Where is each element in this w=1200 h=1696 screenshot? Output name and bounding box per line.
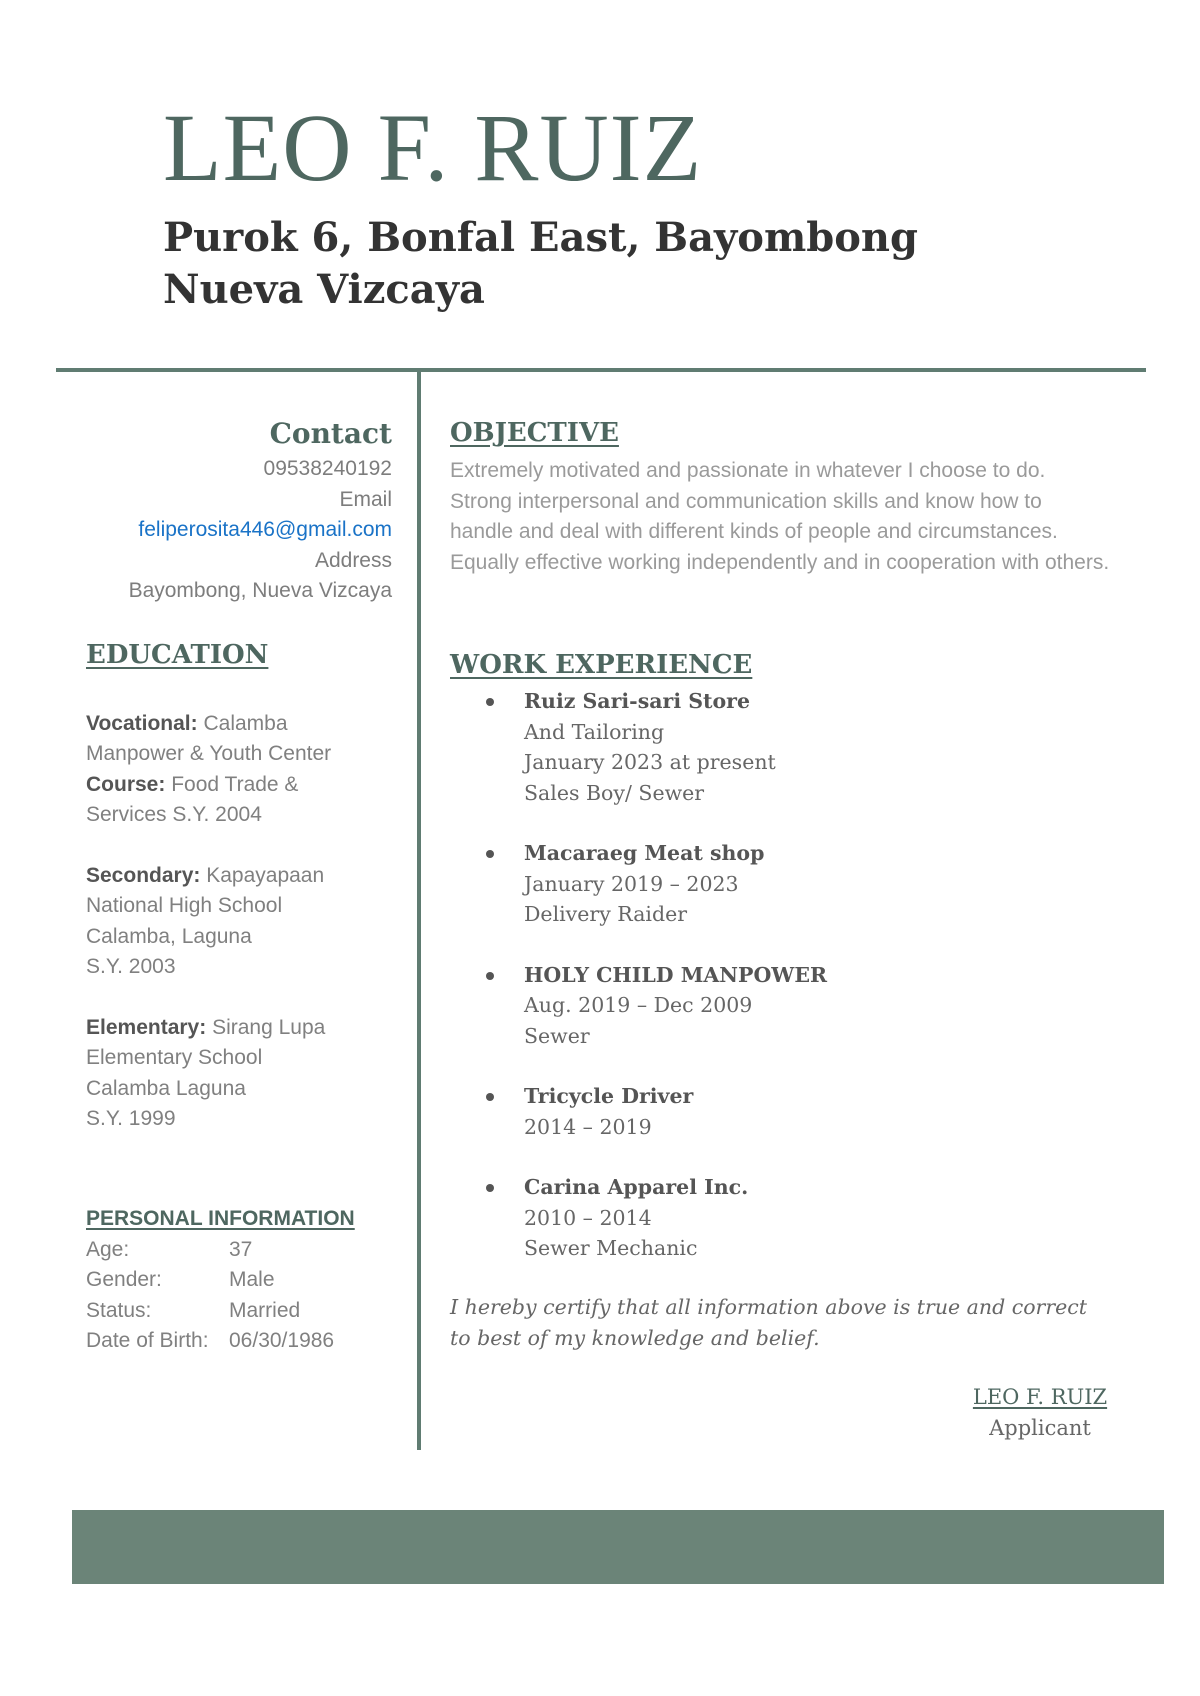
job-dates: January 2023 at present [524, 750, 776, 774]
contact-heading: Contact [269, 417, 392, 450]
job-title: Ruiz Sari-sari Store [524, 689, 751, 713]
job-role: Sewer Mechanic [524, 1236, 698, 1260]
vocational-entry [86, 709, 396, 831]
horizontal-divider [56, 368, 1146, 372]
job-dates: 2014 – 2019 [524, 1114, 652, 1139]
dob-value: 06/30/1986 [229, 1329, 335, 1352]
job-list [450, 686, 1110, 1264]
job-item [450, 1172, 1110, 1264]
age-label: Age: [86, 1237, 130, 1261]
job-role: Sewer [524, 1023, 590, 1048]
vocational-school-cont: Manpower & Youth Center [86, 742, 332, 765]
elementary-school-cont: Elementary School [86, 1046, 263, 1069]
job-item [450, 1081, 1110, 1142]
contact-section [129, 414, 392, 607]
signature-block [960, 1382, 1120, 1443]
elementary-label: Elementary: [86, 1015, 207, 1039]
status-value: Married [229, 1298, 301, 1322]
job-item [450, 686, 1110, 808]
job-role: Sales Boy/ Sewer [524, 780, 705, 805]
job-dates: January 2019 – 2023 [524, 871, 739, 896]
job-role: Delivery Raider [524, 902, 688, 926]
secondary-year: S.Y. 2003 [86, 955, 176, 978]
job-title: HOLY CHILD MANPOWER [524, 962, 827, 987]
course-name: Food Trade & [171, 772, 299, 796]
contact-address: Bayombong, Nueva Vizcaya [128, 579, 392, 602]
job-item [450, 838, 1110, 930]
job-title: Macaraeg Meat shop [524, 841, 765, 865]
gender-value: Male [229, 1268, 275, 1291]
job-title: Carina Apparel Inc. [524, 1175, 749, 1199]
objective-title: OBJECTIVE [450, 418, 619, 448]
secondary-label: Secondary: [86, 863, 201, 887]
secondary-school: Kapayapaan [206, 863, 325, 887]
objective-text: Extremely motivated and passionate in whatever I choose to do. Strong interpersonal and communication skills and know how to handle and deal with different kinds of people and circumstances. Equally effective working independently and in cooperation with others. [450, 459, 1110, 574]
elementary-school: Sirang Lupa [212, 1015, 326, 1039]
gender-row [86, 1265, 355, 1296]
signature-role: Applicant [989, 1415, 1091, 1440]
job-title: Tricycle Driver [524, 1084, 694, 1108]
home-address [163, 212, 918, 316]
elementary-location: Calamba Laguna [86, 1076, 246, 1100]
job-item [450, 960, 1110, 1052]
signature-name: LEO F. RUIZ [972, 1385, 1108, 1409]
email-link[interactable]: feliperosita446@gmail.com [138, 518, 392, 541]
job-dates: 2010 – 2014 [524, 1205, 652, 1230]
secondary-entry [86, 861, 396, 983]
age-row [86, 1235, 355, 1266]
gender-label: Gender: [86, 1268, 162, 1291]
phone-number: 09538240192 [263, 457, 392, 480]
course-label: Course: [86, 772, 166, 796]
address-line-1: Purok 6, Bonfal East, Bayombong [163, 214, 918, 261]
email-label: Email [339, 487, 392, 511]
secondary-location: Calamba, Laguna [86, 924, 252, 948]
address-line-2: Nueva Vizcaya [163, 266, 485, 313]
objective-section [450, 418, 1110, 578]
elementary-entry [86, 1013, 396, 1135]
work-experience-title: WORK EXPERIENCE [450, 650, 753, 680]
vocational-school: Calamba [203, 711, 288, 735]
address-label: Address [314, 548, 392, 572]
education-title: EDUCATION [86, 640, 269, 670]
footer-bar [72, 1510, 1164, 1584]
education-section [86, 640, 396, 1165]
age-value: 37 [229, 1237, 253, 1261]
vocational-label: Vocational: [86, 711, 198, 735]
status-label: Status: [86, 1298, 152, 1322]
vertical-divider [417, 370, 421, 1450]
personal-info-section [86, 1204, 355, 1357]
dob-label: Date of Birth: [86, 1329, 209, 1352]
course-name-cont: Services S.Y. 2004 [86, 803, 262, 826]
dob-row [86, 1326, 355, 1357]
elementary-year: S.Y. 1999 [86, 1107, 176, 1130]
job-detail: And Tailoring [524, 719, 665, 744]
applicant-name: LEO F. RUIZ [163, 94, 703, 201]
personal-info-title: PERSONAL INFORMATION [86, 1207, 355, 1230]
status-row [86, 1296, 355, 1327]
certification-statement: I hereby certify that all information above is true and correct to best of my knowledge and belief. [450, 1295, 1088, 1350]
job-dates: Aug. 2019 – Dec 2009 [524, 993, 753, 1017]
secondary-school-cont: National High School [86, 894, 283, 917]
work-experience-section [450, 650, 1110, 1294]
